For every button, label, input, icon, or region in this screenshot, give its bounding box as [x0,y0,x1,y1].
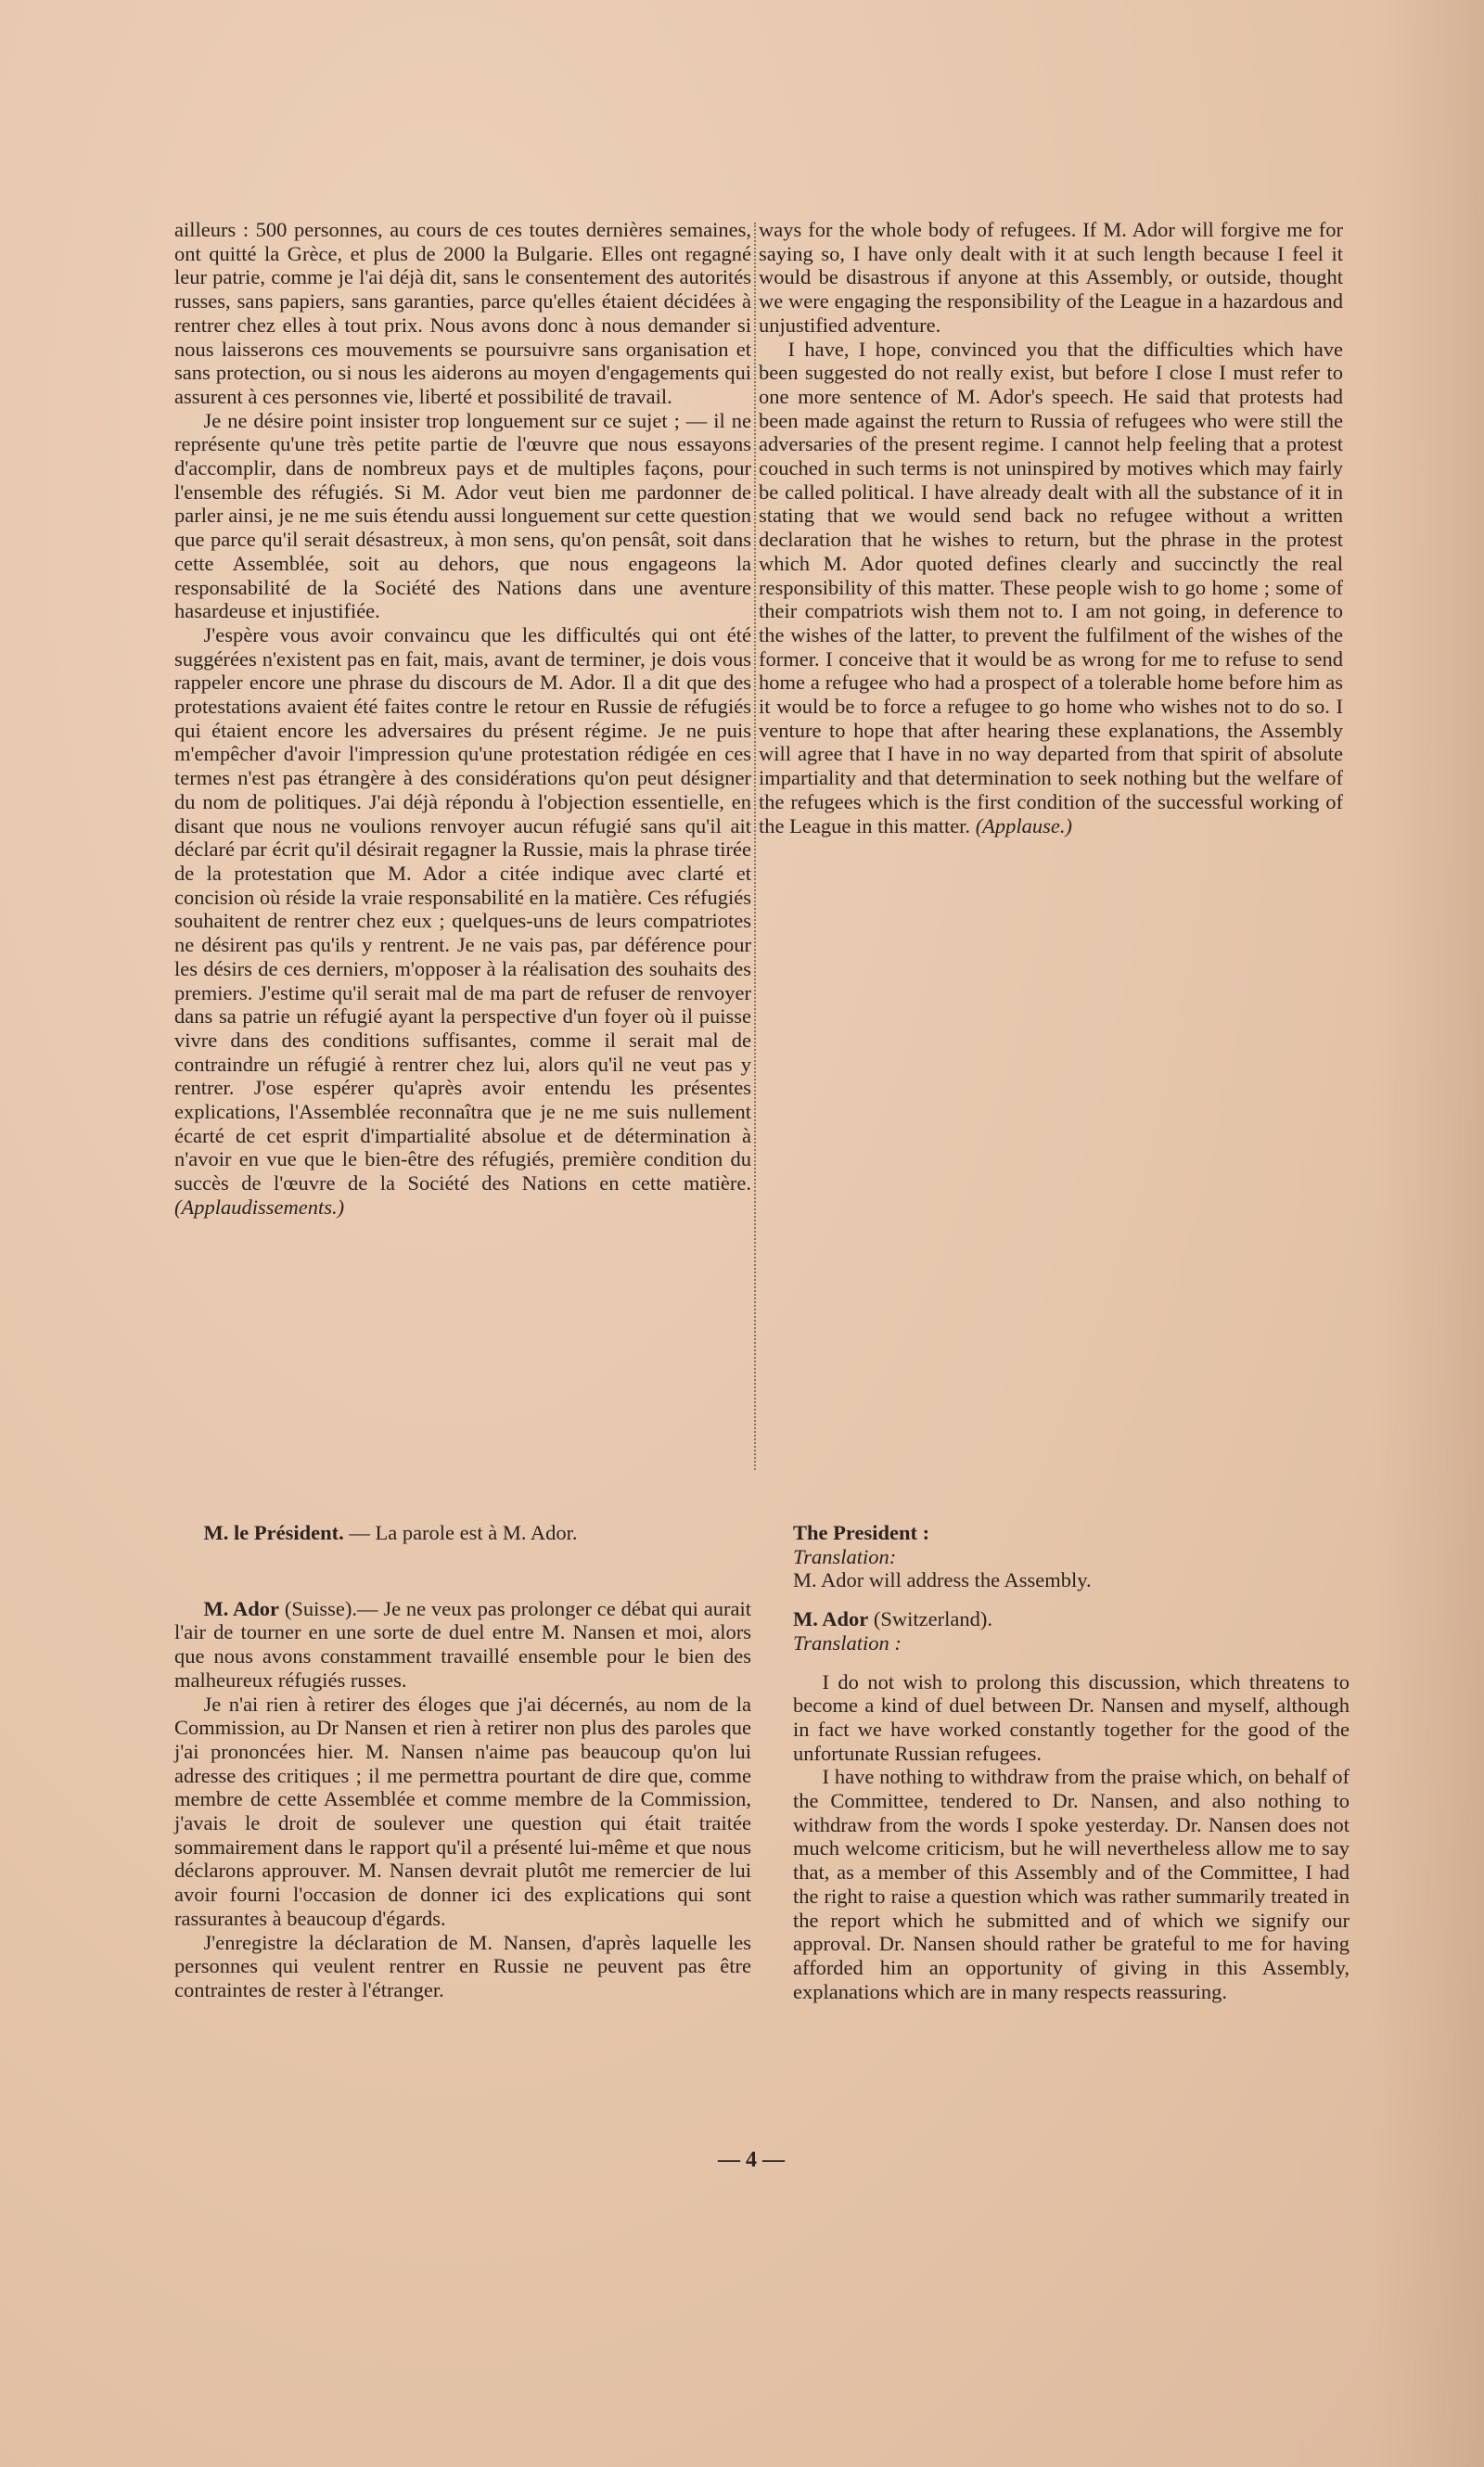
paragraph: I have nothing to withdraw from the praise which, on behalf of the Committee, tendered to Dr. Nansen, and also nothing to withdraw from the words I spoke yesterday. Dr. Nansen does not much welcome criticism, but he will nevertheless allow me to say that, as a member of this Assembly and of the Committee, I had the right to raise a question which was rather summarily treated in the report which he submitted and of which we signify our approval. Dr. Nansen should rather be grateful to me for having afforded him an opportunity of giving in this Assembly, explanations which are in many respects reassuring. [793,1765,1350,2003]
french-column-bottom [174,1521,751,2002]
english-column-top [759,218,1343,837]
speaker-name: M. le Président. [203,1521,344,1544]
english-column-bottom [793,1521,1350,2003]
speaker-name: M. Ador [203,1596,279,1620]
paragraph [174,623,751,1220]
page-number: — 4 — [718,2148,785,2172]
ador-speaker-line [793,1607,1350,1631]
paragraph: ways for the whole body of refugees. If M. Ador will forgive me for saying so, I have only dealt with it at such length because I feel it would be disastrous if anyone at this Assembly, or outside, thought we were engaging the responsibility of the League in a hazardous and unjustified adventure. [759,218,1343,337]
speech-text: — Je ne veux pas prolonger ce débat qui aurait l'air de tourner en une sorte de duel entre M. Nansen et moi, alors que nous avons constamment travaillé ensemble pour le bien des malheureux réfugiés russes. [174,1596,752,1692]
paragraph-text: J'espère vous avoir convaincu que les difficultés qui ont été suggérées n'existent pas en fait, mais, avant de terminer, je dois vous rappeler encore une phrase du discours de M. Ador. Il a dit que des protestations avaient été faites contre le retour en Russie de réfugiés qui étaient encore les adversaires du présent régime. Je ne puis m'empêcher d'avoir l'impression qu'une protestation rédigée en ces termes n'est pas étrangère à des considérations qu'on peut désigner du nom de politiques. J'ai déjà répondu à l'objection essentielle, en disant que nous ne voulions renvoyer aucun réfugié sans qu'il ait déclaré par écrit qu'il désirait regagner la Russie, mais la phrase tirée de la protestation que M. Ador a citée indique avec clarté et concision où réside la vraie responsabilité en la matière. Ces réfugiés souhaitent de rentrer chez eux ; quelques-uns de leurs compatriotes ne désirent pas qu'ils y rentrent. Je ne vais pas, par déférence pour les désirs de ces derniers, m'opposer à la réalisation des souhaits des premiers. J'estime qu'il serait mal de ma part de refuser de renvoyer dans sa patrie un réfugié ayant la perspective d'un foyer où il puisse vivre dans des conditions suffisantes, comme il serait mal de contraindre un réfugié à rentrer chez lui, alors qu'il ne veut pas y rentrer. J'ose espérer qu'après avoir entendu les présentes explications, l'Assemblée reconnaîtra que je ne me suis nullement écarté de cet esprit d'impartialité absolue et de détermination à n'avoir en vue que le bien-être des réfugiés, première condition du succès de l'œuvre de la Société des Nations en cette matière. [174,622,751,1195]
paragraph: I do not wish to prolong this discussion, which threatens to become a kind of duel between Dr. Nansen and myself, although in fact we have worked constantly together for the good of the unfortunate Russian refugees. [793,1669,1350,1765]
applause-note: (Applaudissements.) [174,1195,345,1219]
ador-speech-start [174,1597,751,1693]
column-divider [754,223,756,1470]
speaker-country: (Switzerland). [868,1607,992,1631]
spacer [793,1592,1350,1607]
spacer [793,1655,1350,1670]
french-column-top [174,218,751,1220]
spacer [174,1545,751,1582]
paragraph: Je ne désire point insister trop longuement sur ce sujet ; — il ne représente qu'une très petite partie de l'œuvre que nous essayons d'accomplir, dans de nombreux pays et de multiples façons, pour l'ensemble des réfugiés. Si M. Ador veut bien me pardonner de parler ainsi, je ne me suis étendu aussi longuement sur cette question que parce qu'il serait désastreux, à mon sens, qu'on pensât, soit dans cette Assemblée, soit au dehors, que nous engageons la responsabilité de la Société des Nations dans une aventure hasardeuse et injustifiée. [174,408,751,623]
translation-label: Translation: [793,1544,897,1568]
translation-label: Translation : [793,1630,902,1655]
president-line [174,1521,751,1545]
paragraph-text: I have, I hope, convinced you that the difficulties which have been suggested do not really exist, but before I close I must refer to one more sentence of M. Ador's speech. He said that protests had been made against the return to Russia of refugees who were still the adversaries of the present regime. I cannot help feeling that a protest couched in such terms is not uninspired by motives which may fairly be called political. I have already dealt with all the substance of it in stating that we would send back no refugee without a written declaration that he wishes to return, but the phrase in the protest which M. Ador quoted defines clearly and succinctly the real responsibility of this matter. These people wish to go home ; some of their compatriots wish them not to. I am not going, in deference to the wishes of the latter, to prevent the fulfilment of the wishes of the former. I conceive that it would be as wrong for me to refuse to send home a refugee who had a prospect of a tolerable home before him as it would be to force a refugee to go home who wishes not to do so. I venture to hope that after hearing these explanations, the Assembly will agree that I have in no way departed from that spirit of absolute impartiality and that determination to seek nothing but the welfare of the refugees which is the first condition of the successful working of the League in this matter. [759,337,1343,837]
speaker-country: (Suisse). [278,1596,357,1620]
speech-text: — La parole est à M. Ador. [343,1521,578,1544]
paragraph: ailleurs : 500 personnes, au cours de ces toutes dernières semaines, ont quitté la Grèce, et plus de 2000 la Bulgarie. Elles ont regagné leur patrie, comme je l'ai déjà dit, sans le consentement des autorités russes, sans papiers, sans garanties, parce qu'elles étaient décidées à rentrer chez elles à tout prix. Nous avons donc à nous demander si nous laisserons ces mouvements se poursuivre sans organisation et sans protection, ou si nous les aiderons au moyen d'engagements qui assurent à ces personnes vie, liberté et possibilité de travail. [174,218,751,408]
spacer [174,1582,751,1597]
speaker-name: M. Ador [793,1607,869,1631]
speaker-name: The President : [793,1521,930,1544]
paragraph: Je n'ai rien à retirer des éloges que j'ai décernés, au nom de la Commission, au Dr Nansen et rien à retirer non plus des paroles que j'ai prononcées hier. M. Nansen n'aime pas beaucoup qu'on lui adresse des critiques ; il me permettra pourtant de dire que, comme membre de cette Assemblée et comme membre de la Commission, j'avais le droit de soulever une question qui était traitée sommairement dans le rapport qu'il a présenté lui-même et que nous déclarons approuver. M. Nansen devrait plutôt me remercier de lui avoir fourni l'occasion de donner ici des explications qui sont rassurantes à beaucoup d'égards. [174,1692,751,1930]
paragraph [759,338,1343,838]
page-fold-shadow [1373,0,1484,2467]
speech-text: M. Ador will address the Assembly. [793,1568,1092,1592]
paragraph: J'enregistre la déclaration de M. Nansen, d'après laquelle les personnes qui veulent rentrer en Russie ne peuvent pas être contraintes de rester à l'étranger. [174,1930,751,2001]
applause-note: (Applause.) [975,813,1073,837]
